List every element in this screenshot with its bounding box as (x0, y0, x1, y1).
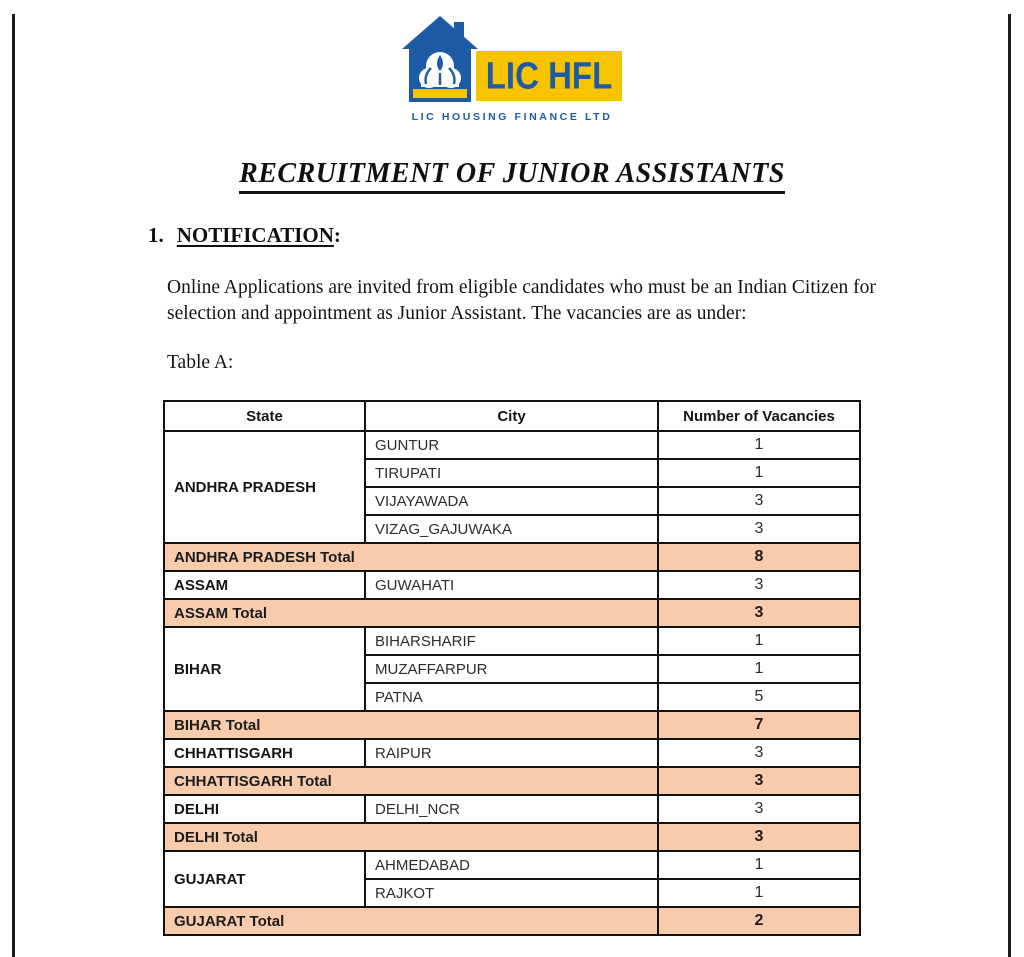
table-row (164, 431, 860, 459)
city-cell: VIZAG_GAJUWAKA (365, 515, 658, 543)
col-header-state: State (164, 401, 365, 431)
vacancies-cell: 1 (658, 431, 860, 459)
table-row (164, 795, 860, 823)
vacancies-cell: 1 (658, 627, 860, 655)
vacancies-cell: 1 (658, 851, 860, 879)
total-vacancies-cell: 3 (658, 767, 860, 795)
city-cell: AHMEDABAD (365, 851, 658, 879)
vacancies-cell: 3 (658, 571, 860, 599)
state-total-row (164, 767, 860, 795)
table-row (164, 571, 860, 599)
city-cell: PATNA (365, 683, 658, 711)
brand-text: LIC HFL (485, 54, 613, 97)
total-label-cell: CHHATTISGARH Total (164, 767, 658, 795)
vacancy-table (163, 400, 861, 936)
state-total-row (164, 907, 860, 935)
state-cell: DELHI (164, 795, 365, 823)
table-row (164, 627, 860, 655)
logo-subtitle: LIC HOUSING FINANCE LTD (411, 111, 613, 123)
city-cell: RAJKOT (365, 879, 658, 907)
lic-hfl-logo (0, 14, 1024, 123)
page-border-right (1008, 14, 1011, 957)
vacancies-cell: 1 (658, 459, 860, 487)
state-cell: GUJARAT (164, 851, 365, 907)
total-label-cell: BIHAR Total (164, 711, 658, 739)
col-header-vacancies: Number of Vacancies (658, 401, 860, 431)
city-cell: TIRUPATI (365, 459, 658, 487)
vacancies-cell: 5 (658, 683, 860, 711)
total-vacancies-cell: 3 (658, 599, 860, 627)
vacancies-cell: 1 (658, 879, 860, 907)
total-vacancies-cell: 7 (658, 711, 860, 739)
table-row (164, 851, 860, 879)
total-vacancies-cell: 2 (658, 907, 860, 935)
page-border-left (12, 14, 15, 957)
section-title: NOTIFICATION (176, 223, 334, 247)
city-cell: GUNTUR (365, 431, 658, 459)
state-cell: CHHATTISGARH (164, 739, 365, 767)
table-label: Table A: (167, 352, 234, 374)
section-number: 1. (148, 223, 164, 247)
vacancies-cell: 3 (658, 487, 860, 515)
city-cell: BIHARSHARIF (365, 627, 658, 655)
city-cell: VIJAYAWADA (365, 487, 658, 515)
intro-paragraph: Online Applications are invited from eligible candidates who must be an Indian Citizen for selection and appointment as Junior Assistant. The vacancies are as under: (167, 277, 876, 324)
state-cell: ASSAM (164, 571, 365, 599)
state-total-row (164, 823, 860, 851)
city-cell: MUZAFFARPUR (365, 655, 658, 683)
section-heading (148, 223, 1024, 248)
table-header-row (164, 401, 860, 431)
total-label-cell: GUJARAT Total (164, 907, 658, 935)
total-label-cell: DELHI Total (164, 823, 658, 851)
vacancies-cell: 3 (658, 795, 860, 823)
col-header-city: City (365, 401, 658, 431)
state-cell: ANDHRA PRADESH (164, 431, 365, 543)
state-total-row (164, 599, 860, 627)
total-label-cell: ANDHRA PRADESH Total (164, 543, 658, 571)
logo-row (0, 14, 1024, 106)
vacancies-cell: 3 (658, 515, 860, 543)
total-vacancies-cell: 3 (658, 823, 860, 851)
city-cell: DELHI_NCR (365, 795, 658, 823)
city-cell: RAIPUR (365, 739, 658, 767)
lic-house-icon (402, 16, 478, 106)
state-total-row (164, 543, 860, 571)
vacancies-cell: 1 (658, 655, 860, 683)
state-cell: BIHAR (164, 627, 365, 711)
section-colon: : (333, 223, 341, 247)
state-total-row (164, 711, 860, 739)
table-row (164, 739, 860, 767)
total-vacancies-cell: 8 (658, 543, 860, 571)
total-label-cell: ASSAM Total (164, 599, 658, 627)
vacancies-cell: 3 (658, 739, 860, 767)
brand-box (476, 51, 622, 101)
document-title (0, 153, 1024, 190)
document-title-text: RECRUITMENT OF JUNIOR ASSISTANTS (239, 158, 785, 194)
city-cell: GUWAHATI (365, 571, 658, 599)
